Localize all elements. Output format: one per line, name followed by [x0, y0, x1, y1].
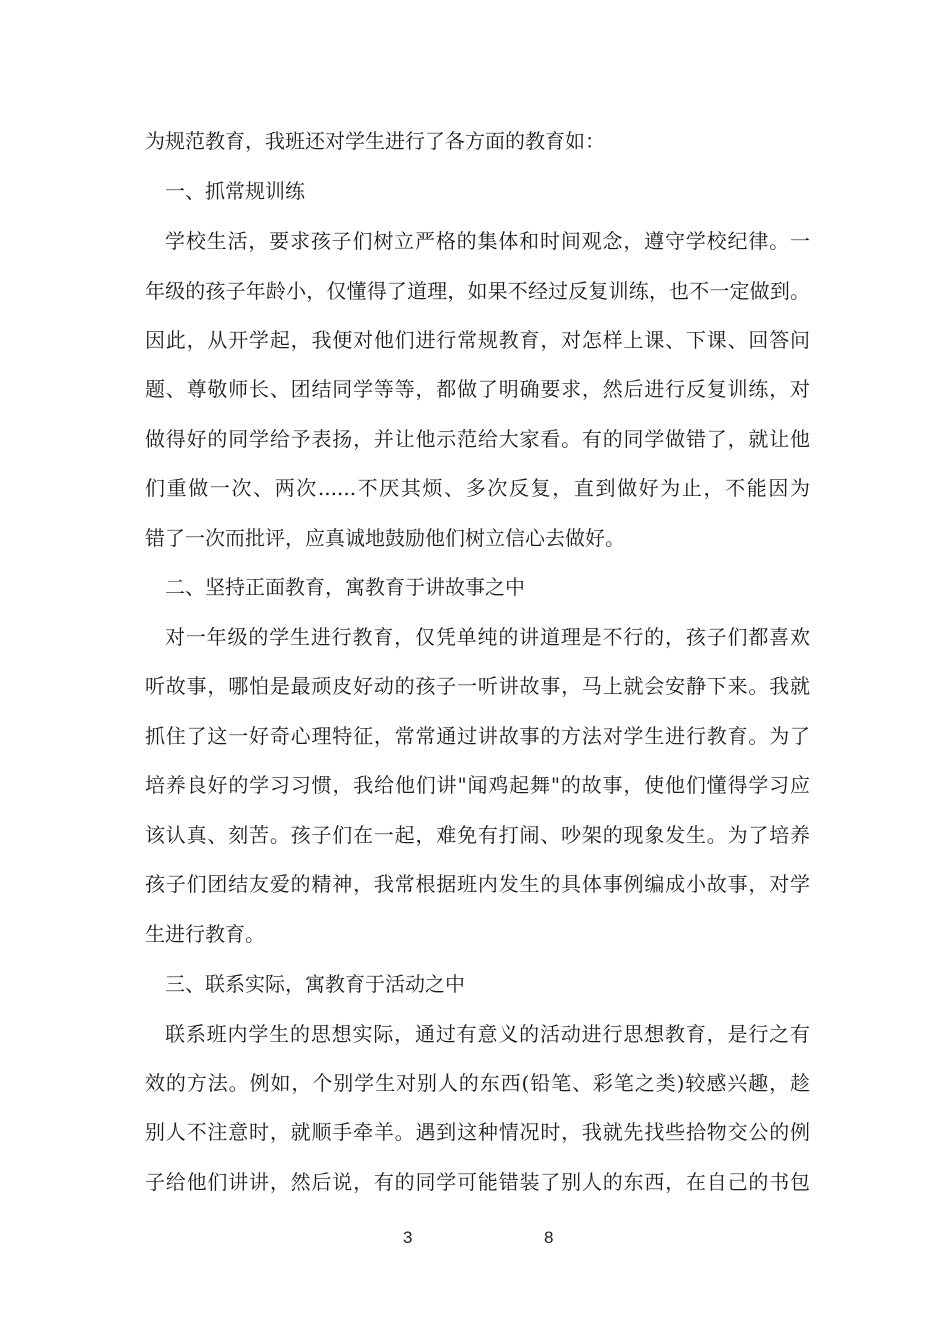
paragraph-line: 抓住了这一好奇心理特征，常常通过讲故事的方法对学生进行教育。为了	[145, 724, 810, 748]
paragraph-line: 联系班内学生的思想实际，通过有意义的活动进行思想教育，是行之有	[165, 1022, 810, 1046]
paragraph-line: 年级的孩子年龄小，仅懂得了道理，如果不经过反复训练，也不一定做到。	[145, 279, 810, 303]
paragraph-line: 生进行教育。	[145, 922, 265, 946]
paragraph-line: 对一年级的学生进行教育，仅凭单纯的讲道理是不行的，孩子们都喜欢	[165, 625, 810, 649]
section-heading-3: 三、联系实际，寓教育于活动之中	[165, 972, 465, 996]
paragraph-line: 学校生活，要求孩子们树立严格的集体和时间观念，遵守学校纪律。一	[165, 229, 810, 253]
paragraph-line: 别人不注意时，就顺手牵羊。遇到这种情况时，我就先找些拾物交公的例	[145, 1120, 810, 1144]
paragraph-line: 题、尊敬师长、团结同学等等，都做了明确要求，然后进行反复训练，对	[145, 377, 810, 401]
paragraph-line: 为规范教育，我班还对学生进行了各方面的教育如：	[145, 129, 605, 153]
paragraph-line: 该认真、刻苦。孩子们在一起，难免有打闹、吵架的现象发生。为了培养	[145, 823, 810, 847]
section-heading-1: 一、抓常规训练	[165, 179, 305, 203]
page-number-current: 3	[403, 1228, 413, 1247]
paragraph-line: 错了一次而批评，应真诚地鼓励他们树立信心去做好。	[145, 526, 625, 550]
paragraph-line: 子给他们讲讲，然后说，有的同学可能错装了别人的东西，在自己的书包	[145, 1170, 810, 1194]
paragraph-line: 培养良好的学习习惯，我给他们讲"闻鸡起舞"的故事，使他们懂得学习应	[145, 773, 810, 797]
section-heading-2: 二、坚持正面教育，寓教育于讲故事之中	[165, 575, 525, 599]
paragraph-line: 效的方法。例如，个别学生对别人的东西(铅笔、彩笔之类)较感兴趣，趁	[145, 1071, 810, 1095]
paragraph-line: 做得好的同学给予表扬，并让他示范给大家看。有的同学做错了，就让他	[145, 427, 810, 451]
paragraph-line: 们重做一次、两次......不厌其烦、多次反复，直到做好为止，不能因为	[145, 476, 810, 500]
paragraph-line: 孩子们团结友爱的精神，我常根据班内发生的具体事例编成小故事，对学	[145, 872, 810, 896]
page-number-total: 8	[544, 1228, 554, 1247]
paragraph-line: 因此，从开学起，我便对他们进行常规教育，对怎样上课、下课、回答问	[145, 328, 810, 352]
paragraph-line: 听故事，哪怕是最顽皮好动的孩子一听讲故事，马上就会安静下来。我就	[145, 674, 810, 698]
